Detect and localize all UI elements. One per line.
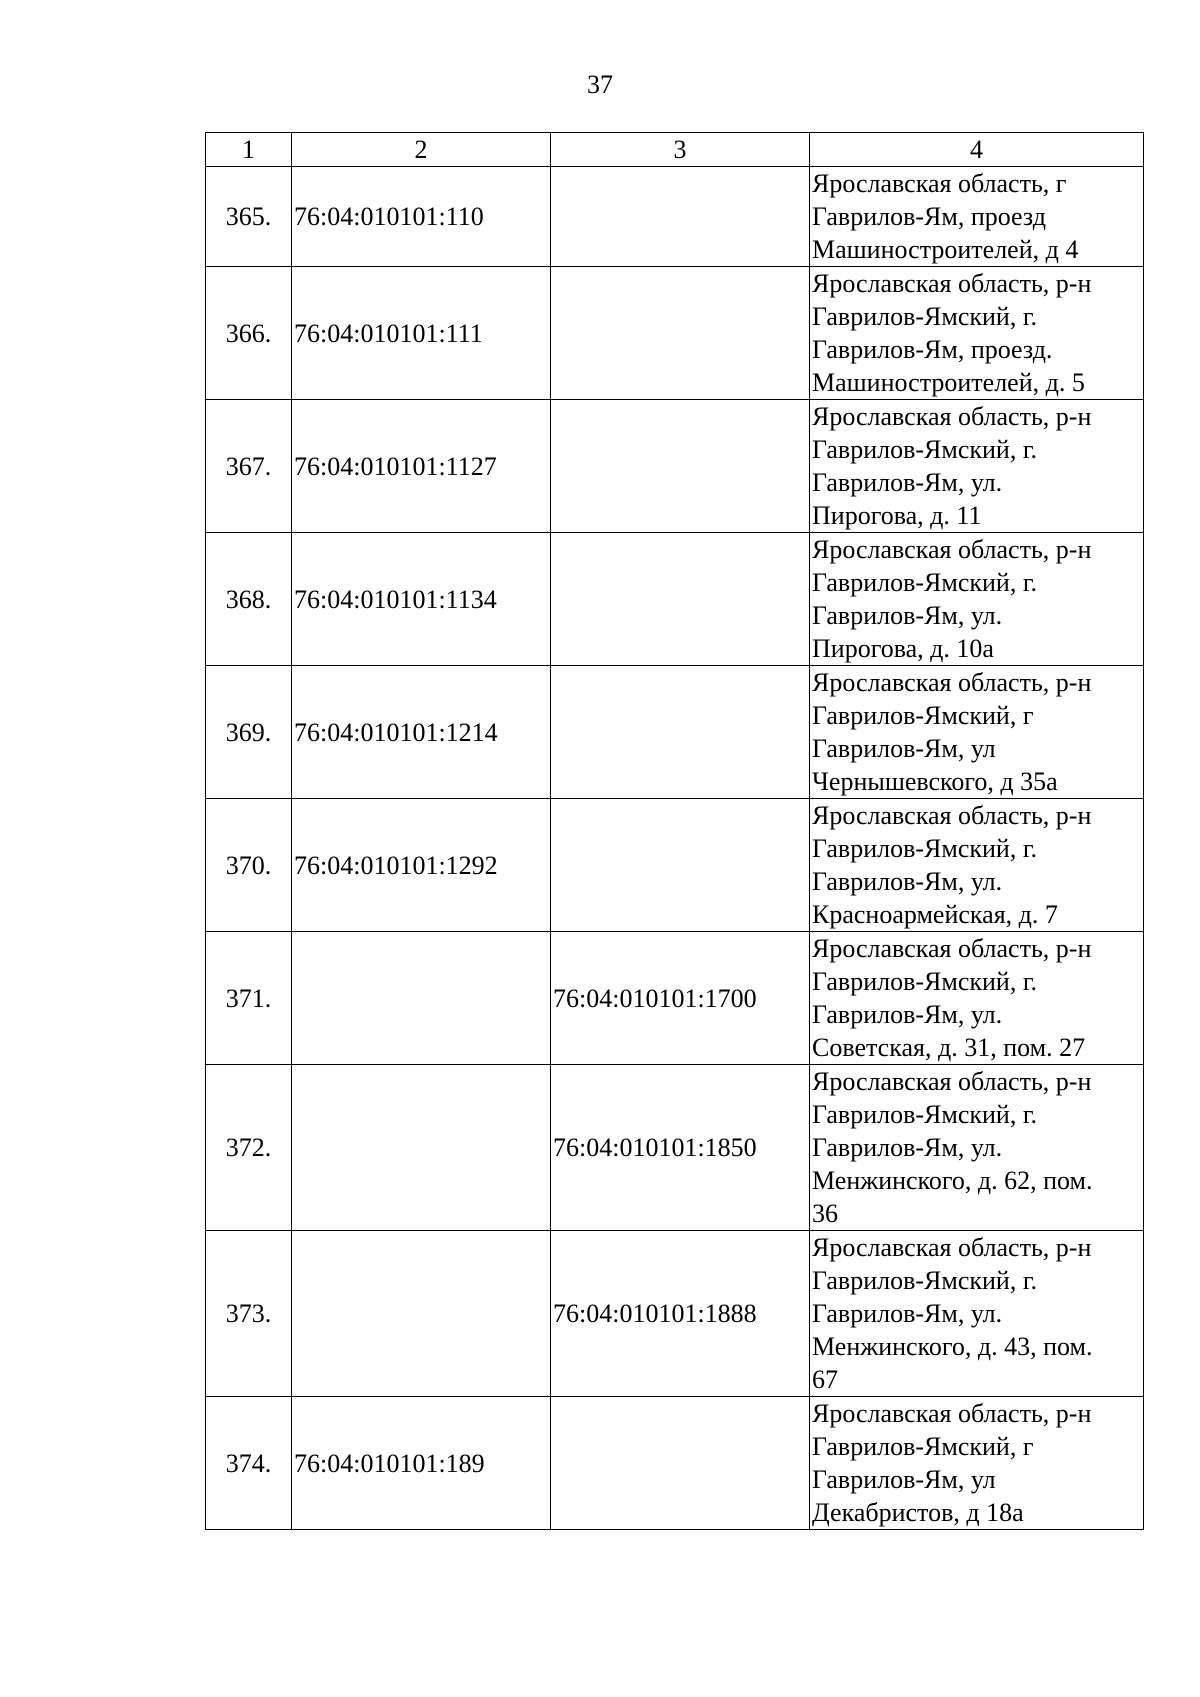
row-number: 365. [206,167,292,267]
address-line: Гаврилов-Ям, ул. [812,867,1003,896]
address-line: 36 [812,1199,838,1228]
cadastral-number-col2: 76:04:010101:110 [292,167,551,267]
cadastral-number-col2: 76:04:010101:1292 [292,799,551,932]
row-number: 368. [206,533,292,666]
address-cell [810,1065,1144,1231]
cadastral-number-col3 [551,666,810,799]
address-line: Гаврилов-Ямский, г. [812,1100,1038,1129]
column-header-4: 4 [810,133,1144,167]
cadastral-number-col2 [292,932,551,1065]
row-number: 371. [206,932,292,1065]
address-line: Ярославская область, г [812,169,1067,198]
table-row [206,267,1144,400]
address-line: Гаврилов-Ямский, г [812,701,1034,730]
address-line: Ярославская область, р-н [812,402,1092,431]
address-line: Гаврилов-Ямский, г. [812,1266,1038,1295]
table-row [206,167,1144,267]
address-line: Ярославская область, р-н [812,1067,1092,1096]
address-line: Ярославская область, р-н [812,668,1092,697]
cadastral-number-col3: 76:04:010101:1700 [551,932,810,1065]
address-line: Гаврилов-Ям, проезд. [812,335,1053,364]
address-line: Ярославская область, р-н [812,269,1092,298]
cadastral-number-col3 [551,400,810,533]
address-line: Гаврилов-Ям, ул [812,734,996,763]
header-row [206,133,1144,167]
address-line: Гаврилов-Ям, ул. [812,601,1003,630]
row-number: 367. [206,400,292,533]
row-number: 366. [206,267,292,400]
address-line: Ярославская область, р-н [812,1399,1092,1428]
address-cell [810,932,1144,1065]
address-cell [810,533,1144,666]
address-line: Менжинского, д. 62, пом. [812,1166,1093,1195]
address-cell [810,1397,1144,1530]
address-line: Гаврилов-Ямский, г. [812,834,1038,863]
cadastral-number-col3 [551,1397,810,1530]
table-body [206,167,1144,1530]
table-row [206,799,1144,932]
address-line: Гаврилов-Ямский, г. [812,568,1038,597]
cadastral-number-col2: 76:04:010101:1127 [292,400,551,533]
column-header-2: 2 [292,133,551,167]
address-line: Гаврилов-Ямский, г. [812,967,1038,996]
address-line: Ярославская область, р-н [812,1233,1092,1262]
table-header [206,133,1144,167]
address-line: Гаврилов-Ямский, г. [812,435,1038,464]
address-line: Советская, д. 31, пом. 27 [812,1033,1086,1062]
column-header-3: 3 [551,133,810,167]
address-line: Гаврилов-Ям, ул. [812,1133,1003,1162]
row-number: 372. [206,1065,292,1231]
table-row [206,400,1144,533]
address-line: Машиностроителей, д. 5 [812,368,1085,397]
address-line: Чернышевского, д 35а [812,767,1058,796]
table-row [206,533,1144,666]
table-row [206,932,1144,1065]
address-line: Гаврилов-Ям, ул. [812,1299,1003,1328]
cadastral-number-col3 [551,267,810,400]
table-row [206,1065,1144,1231]
cadastral-number-col2 [292,1231,551,1397]
address-cell [810,666,1144,799]
cadastral-number-col2: 76:04:010101:1214 [292,666,551,799]
cadastral-number-col2: 76:04:010101:1134 [292,533,551,666]
cadastral-number-col2: 76:04:010101:189 [292,1397,551,1530]
address-line: Гаврилов-Ям, проезд [812,202,1046,231]
address-line: Декабристов, д 18а [812,1498,1024,1527]
page-number: 37 [587,70,613,99]
address-cell [810,400,1144,533]
row-number: 374. [206,1397,292,1530]
column-header-1: 1 [206,133,292,167]
cadastral-number-col2: 76:04:010101:111 [292,267,551,400]
address-line: Менжинского, д. 43, пом. [812,1332,1093,1361]
address-line: Ярославская область, р-н [812,535,1092,564]
address-cell [810,267,1144,400]
address-line: Гаврилов-Ямский, г [812,1432,1034,1461]
cadastral-number-col3 [551,533,810,666]
address-cell [810,799,1144,932]
address-line: Гаврилов-Ямский, г. [812,302,1038,331]
registry-table [205,132,1144,1530]
cadastral-number-col3 [551,799,810,932]
table-row [206,1231,1144,1397]
address-line: Красноармейская, д. 7 [812,900,1058,929]
address-cell [810,1231,1144,1397]
table-row [206,1397,1144,1530]
table-row [206,666,1144,799]
cadastral-number-col2 [292,1065,551,1231]
cadastral-number-col3: 76:04:010101:1850 [551,1065,810,1231]
cadastral-number-col3: 76:04:010101:1888 [551,1231,810,1397]
cadastral-number-col3 [551,167,810,267]
address-line: Пирогова, д. 11 [812,501,982,530]
row-number: 370. [206,799,292,932]
address-line: Гаврилов-Ям, ул. [812,468,1003,497]
address-line: Ярославская область, р-н [812,934,1092,963]
address-line: Пирогова, д. 10а [812,634,994,663]
row-number: 373. [206,1231,292,1397]
address-line: Ярославская область, р-н [812,801,1092,830]
address-line: Гаврилов-Ям, ул [812,1465,996,1494]
row-number: 369. [206,666,292,799]
address-line: Машиностроителей, д 4 [812,235,1079,264]
address-line: Гаврилов-Ям, ул. [812,1000,1003,1029]
address-cell [810,167,1144,267]
address-line: 67 [812,1365,838,1394]
